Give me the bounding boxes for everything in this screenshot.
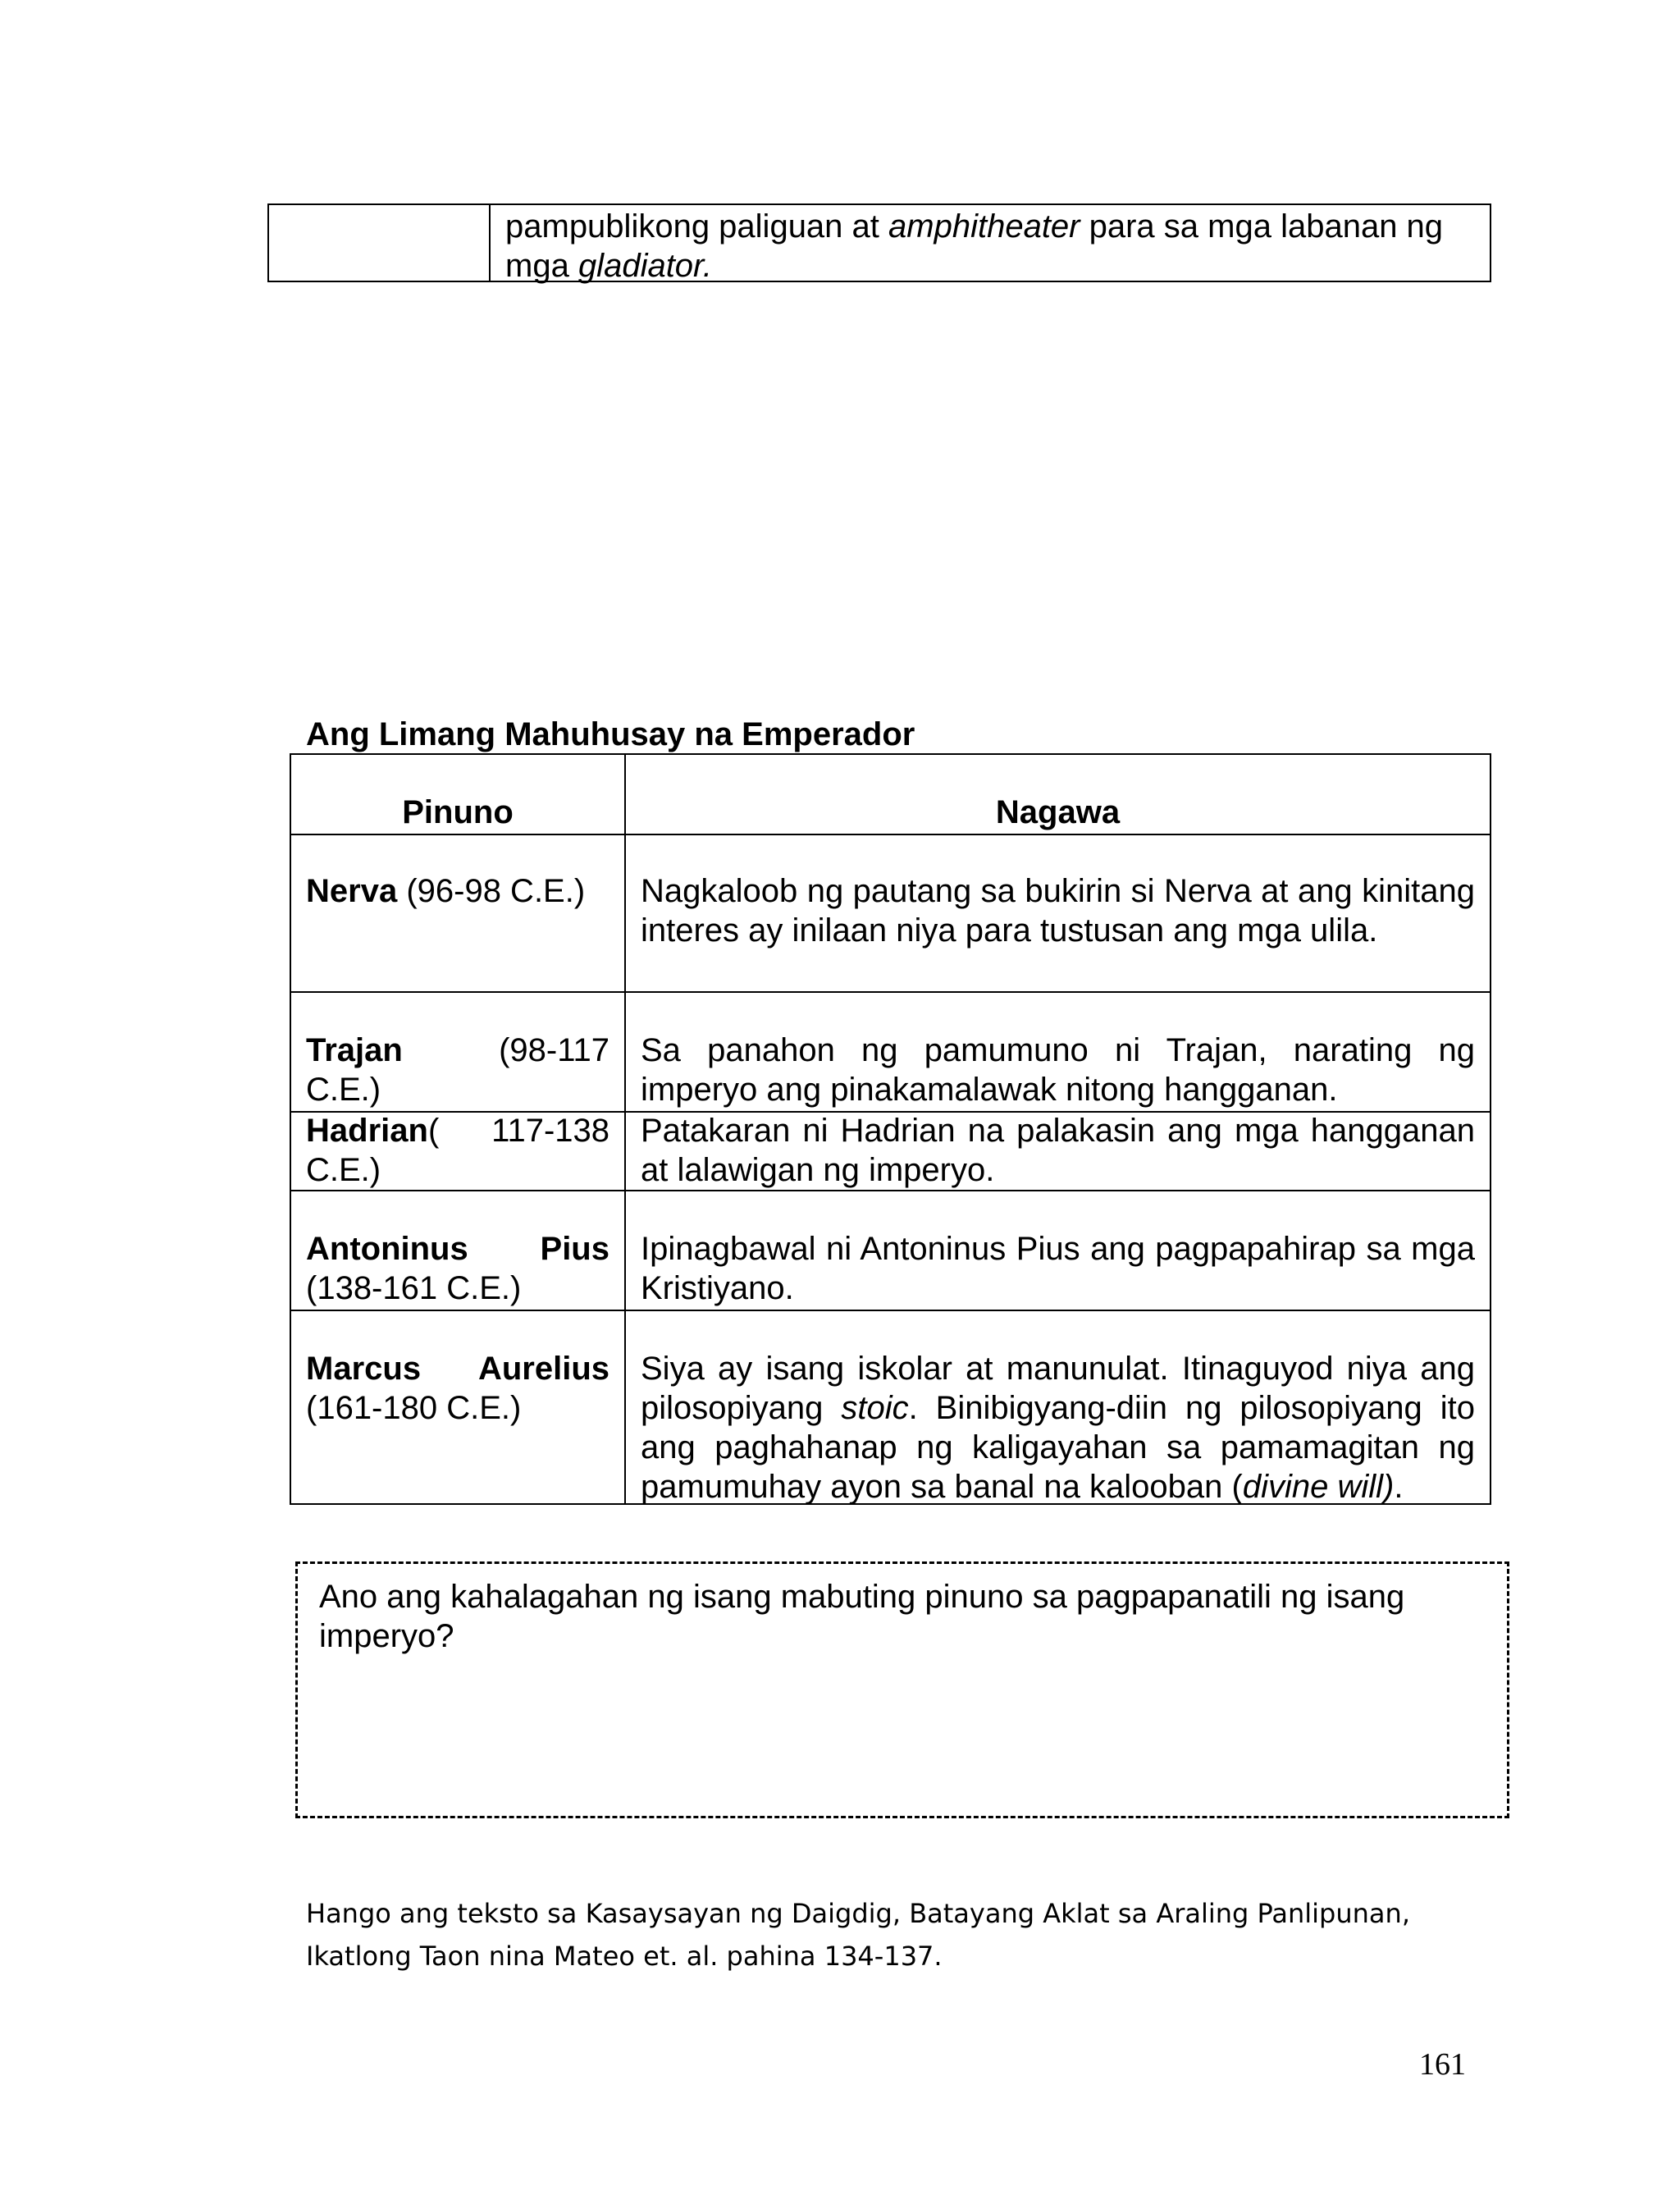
ruler-name: Nerva (306, 873, 398, 909)
table-header-row (291, 755, 1490, 835)
ruler-years: C.E.) (306, 1072, 381, 1108)
ruler-years: 117-138 (491, 1113, 609, 1149)
continuation-text: pampublikong paliguan at (505, 208, 889, 245)
ruler-cell (306, 1229, 609, 1308)
ruler-name: Aurelius (477, 1351, 609, 1387)
source-note: Hango ang teksto sa Kasaysayan ng Daigdig, Batayang Aklat sa Araling Panlipunan, Ikatlong Taon nina Mateo et. al. pahina 134-137. (306, 1898, 1410, 1972)
ruler-years: (98-117 (499, 1032, 609, 1068)
achievement-italic-term: divine will) (1242, 1469, 1395, 1505)
ruler-years: (138-161 C.E.) (306, 1270, 522, 1306)
achievement-cell: Patakaran ni Hadrian na palakasin ang mga hangganan at lalawigan ng imperyo. (641, 1113, 1475, 1188)
continuation-table-empty-cell (269, 205, 491, 281)
continuation-text: para sa mga labanan ng (1080, 208, 1444, 245)
ruler-years: (161-180 C.E.) (306, 1390, 522, 1426)
ruler-years: (96-98 C.E.) (397, 873, 586, 909)
ruler-name: Pius (540, 1231, 609, 1267)
question-box (295, 1561, 1509, 1818)
continuation-italic-term: gladiator. (578, 248, 713, 284)
question-text: Ano ang kahalagahan ng isang mabuting pinuno sa pagpapanatili ng isang imperyo? (319, 1579, 1405, 1654)
achievement-text: Siya ay isang iskolar at manunulat. Itinaguyod niya ang pilosopiyang (641, 1351, 1475, 1426)
continuation-table-text-cell (491, 205, 1490, 284)
achievement-cell: Sa panahon ng pamumuno ni Trajan, narating ng imperyo ang pinakamalawak nitong hangganan. (641, 1032, 1475, 1108)
table-row (291, 1111, 1490, 1191)
ruler-name: Antoninus (306, 1231, 468, 1267)
page-number: 161 (1419, 2047, 1466, 2082)
ruler-cell (306, 1349, 609, 1428)
ruler-years: C.E.) (306, 1152, 381, 1188)
achievement-cell: Ipinagbawal ni Antoninus Pius ang pagpapahirap sa mga Kristiyano. (641, 1231, 1475, 1306)
achievement-text: . (1394, 1469, 1404, 1505)
ruler-years: ( (427, 1113, 440, 1149)
table-row (291, 1310, 1490, 1505)
continuation-table (267, 203, 1491, 282)
emperors-table (290, 753, 1491, 1505)
achievement-cell: Nagkaloob ng pautang sa bukirin si Nerva at ang kinitang interes ay inilaan niya para tustusan ang mga ulila. (641, 873, 1475, 949)
achievement-italic-term: stoic (841, 1390, 909, 1426)
section-title: Ang Limang Mahuhusay na Emperador (306, 716, 915, 752)
table-row (291, 1190, 1490, 1311)
ruler-name: Marcus (306, 1351, 422, 1387)
ruler-cell (306, 1111, 609, 1190)
ruler-cell (306, 871, 609, 911)
achievement-text: . Binibigyang-diin ng pilosopiyang ito ang paghahanap ng kaligayahan sa pamamagitan ng pamumuhay ayon sa banal na kalooban ( (641, 1390, 1475, 1505)
continuation-italic-term: amphitheater (888, 208, 1080, 245)
header-nagawa: Nagawa (995, 794, 1121, 830)
table-row (291, 991, 1490, 1113)
continuation-text: mga (505, 248, 578, 284)
table-row (291, 834, 1490, 993)
achievement-cell (641, 1349, 1475, 1506)
ruler-cell (306, 1031, 609, 1109)
ruler-name: Trajan (306, 1032, 403, 1068)
ruler-name: Hadrian (306, 1113, 428, 1149)
header-pinuno: Pinuno (402, 794, 514, 830)
